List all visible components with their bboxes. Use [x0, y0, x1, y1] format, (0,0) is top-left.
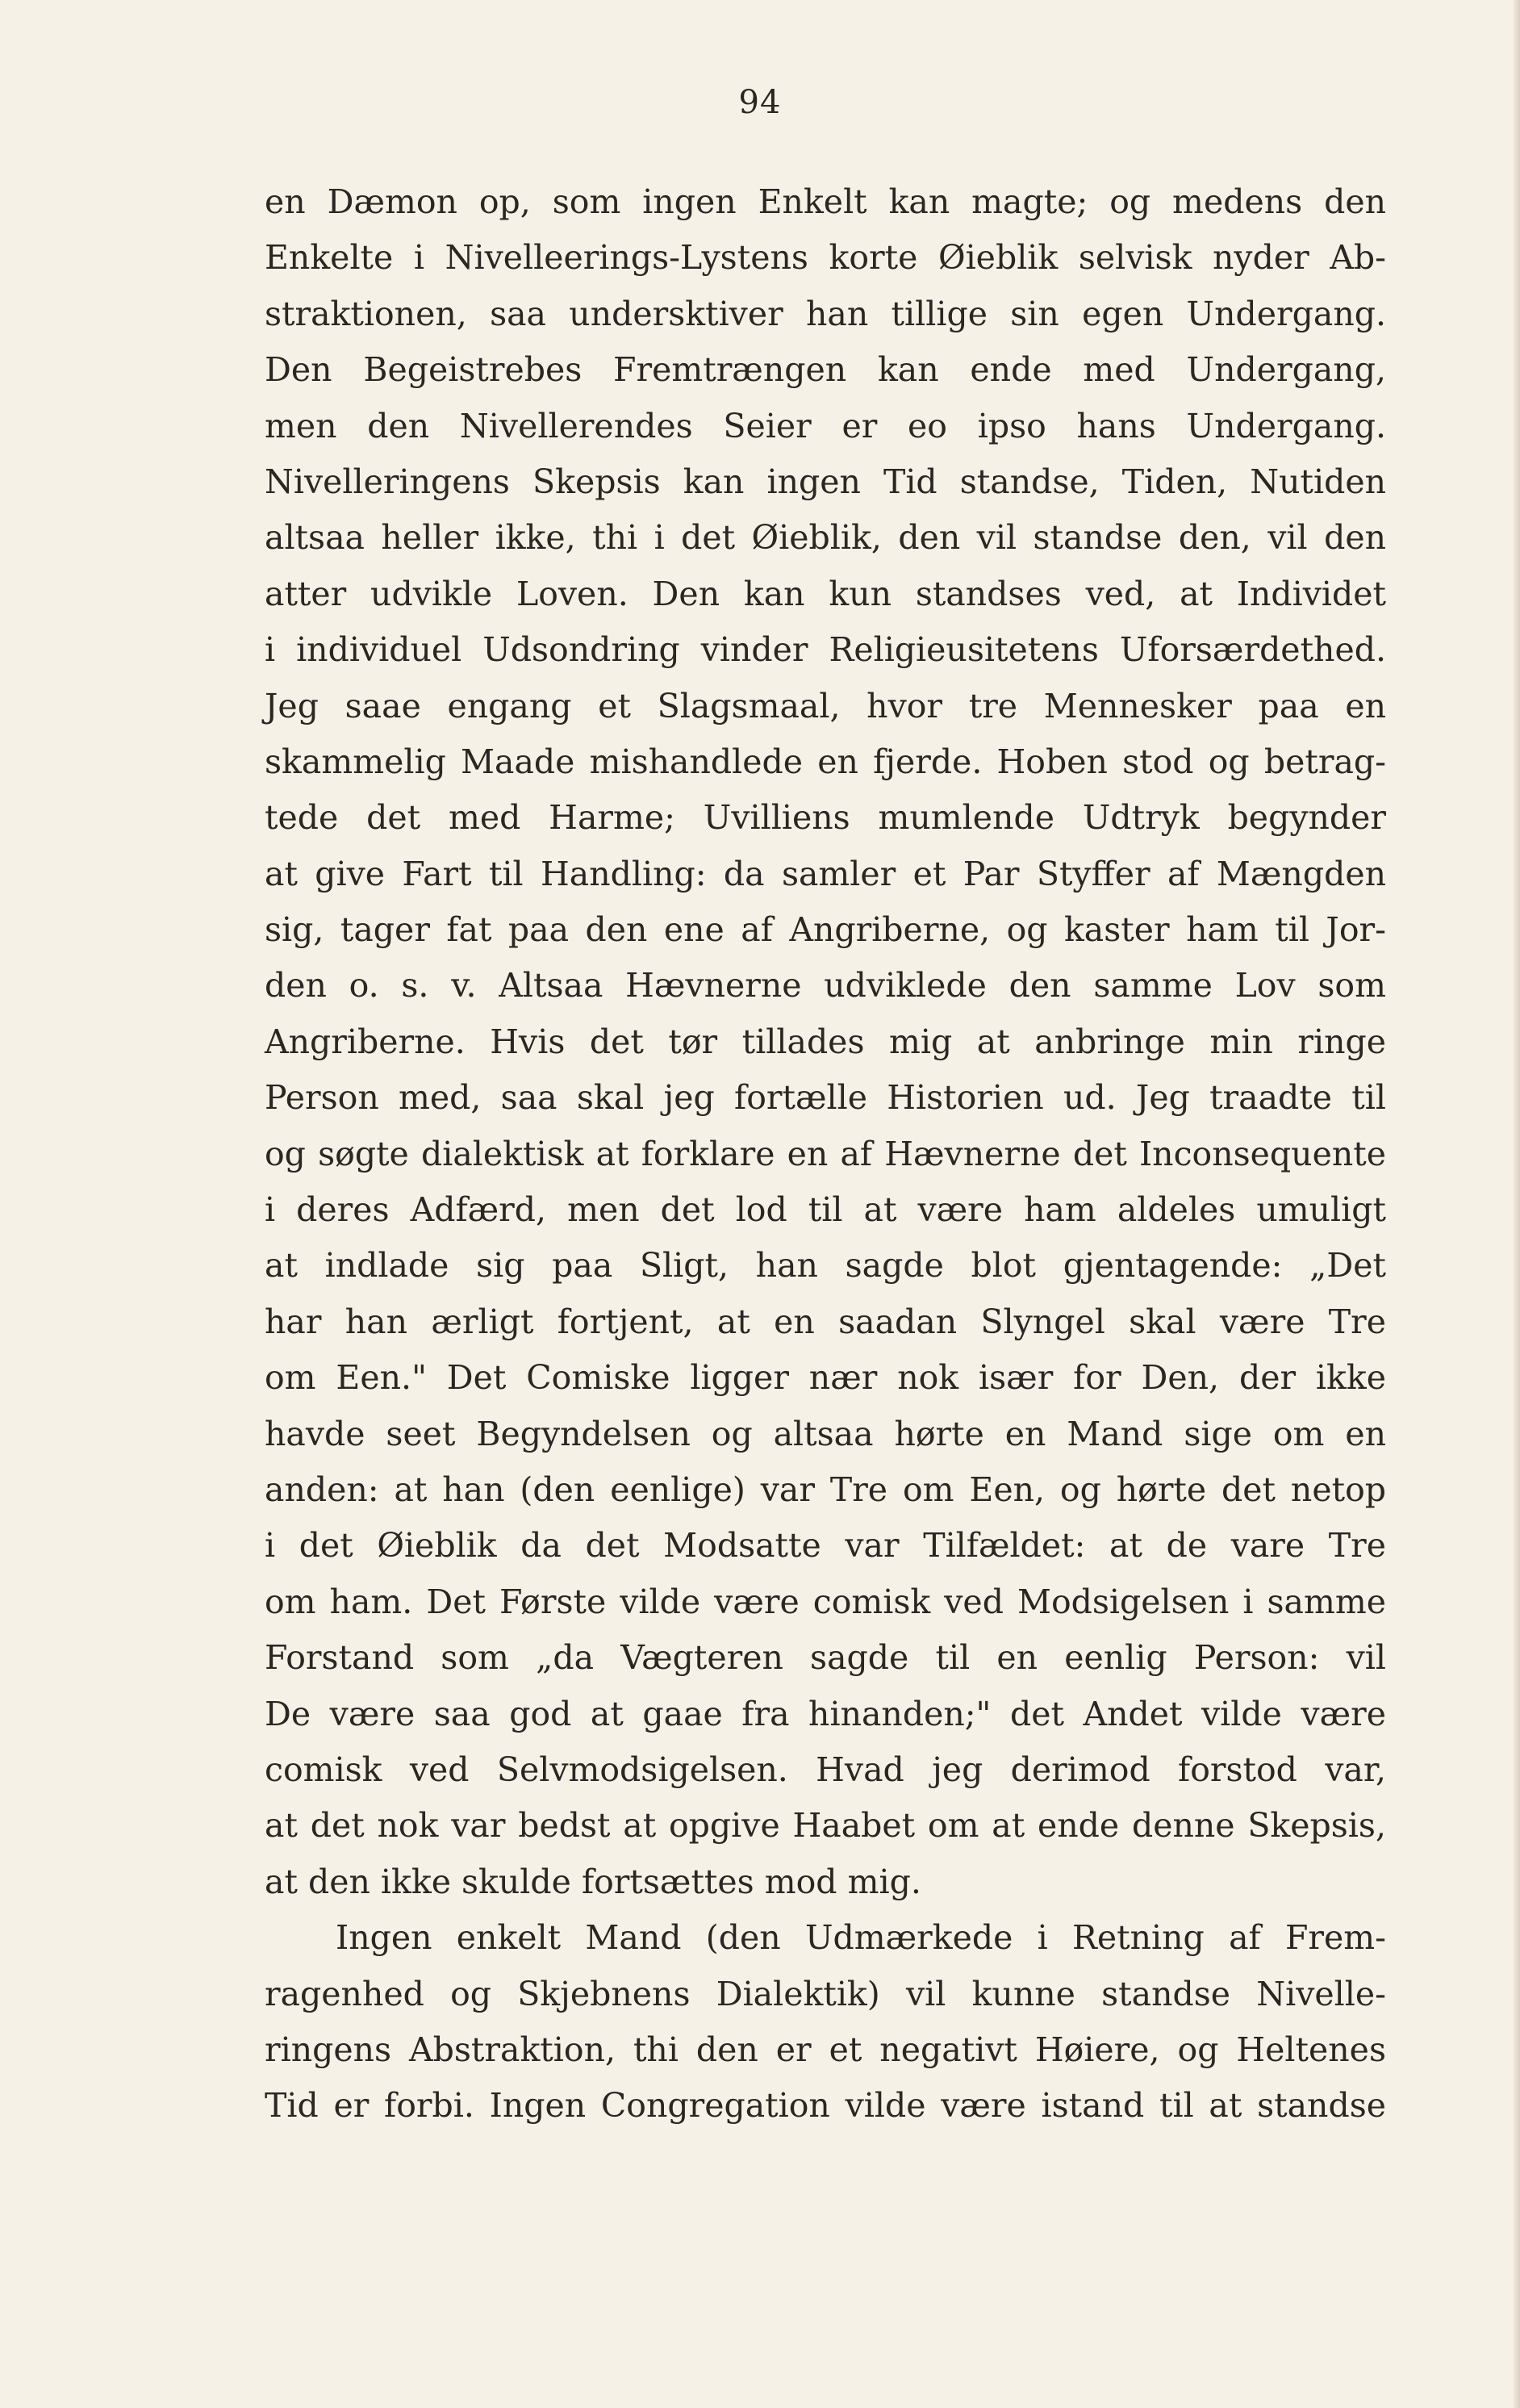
text-line: Den Begeistrebes Fremtrængen kan ende med Undergang, [265, 350, 1386, 390]
text-line: har han ærligt fortjent, at en saadan Slyngel skal være Tre [265, 1302, 1386, 1341]
text-line: Angriberne. Hvis det tør tillades mig at anbringe min ringe [265, 1022, 1386, 1061]
text-line: den o. s. v. Altsaa Hævnerne udviklede den samme Lov som [265, 966, 1386, 1005]
text-line: sig, tager fat paa den ene af Angriberne, og kaster ham til Jor- [265, 910, 1386, 950]
text-line: ragenhed og Skjebnens Dialektik) vil kunne standse Nivelle- [265, 1974, 1386, 2013]
text-line: at indlade sig paa Sligt, han sagde blot gjentagende: „Det [265, 1246, 1386, 1286]
text-line: om Een." Det Comiske ligger nær nok især for Den, der ikke [265, 1358, 1386, 1398]
text-line: i deres Adfærd, men det lod til at være ham aldeles umuligt [265, 1190, 1386, 1230]
text-line: Nivelleringens Skepsis kan ingen Tid standse, Tiden, Nutiden [265, 462, 1386, 501]
text-line: at give Fart til Handling: da samler et Par Styffer af Mængden [265, 854, 1386, 893]
text-line: i det Øieblik da det Modsatte var Tilfældet: at de vare Tre [265, 1526, 1386, 1566]
text-line: havde seet Begyndelsen og altsaa hørte en Mand sige om en [265, 1414, 1386, 1453]
text-line: men den Nivellerendes Seier er eo ipso hans Undergang. [265, 406, 1386, 445]
text-line: i individuel Udsondring vinder Religieusitetens Uforsærdethed. [265, 630, 1386, 670]
text-line: Enkelte i Nivelleerings-Lystens korte Øieblik selvisk nyder Ab- [265, 238, 1386, 278]
text-line: om ham. Det Første vilde være comisk ved Modsigelsen i samme [265, 1582, 1386, 1621]
text-line: atter udvikle Loven. Den kan kun standses ved, at Individet [265, 574, 1386, 613]
text-line: straktionen, saa undersktiver han tillige sin egen Undergang. [265, 294, 1386, 333]
text-line: comisk ved Selvmodsigelsen. Hvad jeg derimod forstod var, [265, 1750, 1386, 1789]
text-line: anden: at han (den eenlige) var Tre om Een, og hørte det netop [265, 1469, 1386, 1509]
text-line: Ingen enkelt Mand (den Udmærkede i Retning af Frem- [336, 1918, 1386, 1958]
text-line: Jeg saae engang et Slagsmaal, hvor tre Mennesker paa en [265, 686, 1386, 725]
page-edge [1514, 0, 1520, 2408]
body-text [265, 174, 1386, 2134]
text-line: Forstand som „da Vægteren sagde til en eenlig Person: vil [265, 1638, 1386, 1678]
text-line: og søgte dialektisk at forklare en af Hævnerne det Inconsequente [265, 1134, 1386, 1173]
text-line: altsaa heller ikke, thi i det Øieblik, den vil standse den, vil den [265, 518, 1386, 558]
page-number: 94 [738, 84, 782, 121]
text-line: Tid er forbi. Ingen Congregation vilde være istand til at standse [265, 2086, 1386, 2126]
text-line: Person med, saa skal jeg fortælle Historien ud. Jeg traadte til [265, 1078, 1386, 1118]
text-line: ringens Abstraktion, thi den er et negativt Høiere, og Heltenes [265, 2030, 1386, 2069]
text-line: De være saa god at gaae fra hinanden;" det Andet vilde være [265, 1694, 1386, 1733]
text-line: at det nok var bedst at opgive Haabet om at ende denne Skepsis, [265, 1806, 1386, 1846]
text-line: tede det med Harme; Uvilliens mumlende Udtryk begynder [265, 798, 1386, 838]
text-line: skammelig Maade mishandlede en fjerde. Hoben stod og betrag- [265, 742, 1386, 781]
text-line: en Dæmon op, som ingen Enkelt kan magte; og medens den [265, 182, 1386, 221]
text-line: at den ikke skulde fortsættes mod mig. [265, 1862, 921, 1901]
